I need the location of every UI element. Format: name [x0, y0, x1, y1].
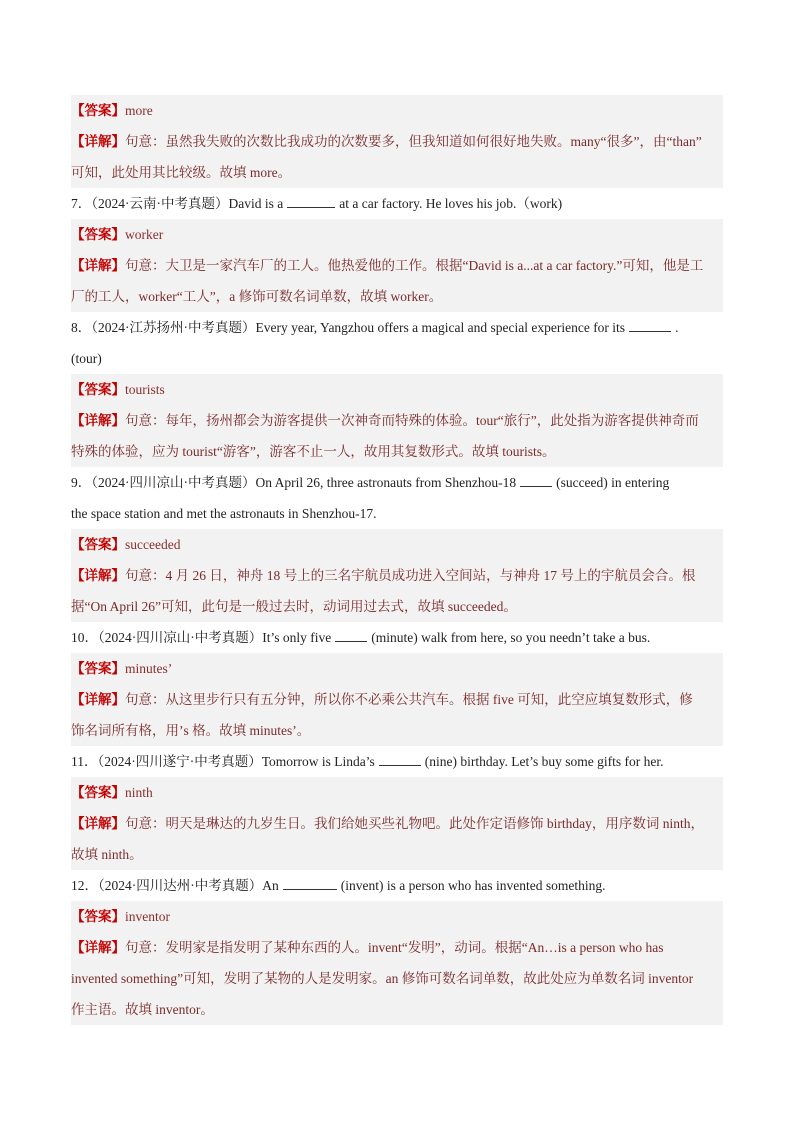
- answer-line: [71, 95, 723, 126]
- question-text: .: [675, 320, 679, 335]
- detail-text: 可知，此处用其比较级。故填 more。: [71, 165, 292, 180]
- question-source: （2024·四川遂宁·中考真题）: [97, 754, 262, 769]
- answer-label: 【答案】: [71, 785, 125, 800]
- detail-line: [71, 963, 723, 994]
- question-12: [71, 870, 723, 901]
- question-text: (invent) is a person who has invented something.: [340, 878, 606, 893]
- detail-line: [71, 126, 723, 157]
- detail-line: [71, 684, 723, 715]
- answer-blank[interactable]: [283, 877, 337, 890]
- detail-text: 作主语。故填 inventor。: [71, 1002, 214, 1017]
- answer-line: [71, 777, 723, 808]
- answer-line: [71, 653, 723, 684]
- question-text: (nine) birthday. Let’s buy some gifts for her.: [424, 754, 664, 769]
- detail-line: [71, 715, 723, 746]
- detail-line: [71, 839, 723, 870]
- question-10: [71, 622, 723, 653]
- answer-label: 【答案】: [71, 537, 125, 552]
- answer-text: worker: [125, 227, 164, 242]
- detail-text: 饰名词所有格，用’s 格。故填 minutes’。: [71, 723, 311, 738]
- answer-blank[interactable]: [629, 319, 671, 332]
- question-8-cont: [71, 343, 723, 374]
- detail-line: [71, 560, 723, 591]
- detail-text: 句意：每年，扬州都会为游客提供一次神奇而特殊的体验。tour“旅行”，此处指为游客提供神奇而: [125, 413, 699, 428]
- question-9: [71, 467, 723, 498]
- question-number: 10．: [71, 630, 98, 645]
- detail-text: 句意：大卫是一家汽车厂的工人。他热爱他的工作。根据“David is a...at a car factory.”可知，他是工: [125, 258, 704, 273]
- question-text: Tomorrow is Linda’s: [261, 754, 375, 769]
- question-text: (minute) walk from here, so you needn’t take a bus.: [371, 630, 651, 645]
- answer-label: 【答案】: [71, 103, 125, 118]
- answer-blank[interactable]: [287, 195, 335, 208]
- answer-text: minutes’: [125, 661, 173, 676]
- answer-line: [71, 529, 723, 560]
- answer-line: [71, 219, 723, 250]
- question-number: 9．: [71, 475, 92, 490]
- detail-label: 【详解】: [71, 568, 125, 583]
- question-text: David is a: [228, 196, 284, 211]
- answer-line: [71, 374, 723, 405]
- question-8: [71, 312, 723, 343]
- detail-line: [71, 808, 723, 839]
- detail-text: 句意：明天是琳达的九岁生日。我们给她买些礼物吧。此处作定语修饰 birthday，用序数词 ninth，: [125, 816, 704, 831]
- question-source: （2024·四川达州·中考真题）: [98, 878, 263, 893]
- question-text: at a car factory. He loves his job.（work): [339, 196, 563, 211]
- detail-text: 句意：虽然我失败的次数比我成功的次数要多，但我知道如何很好地失败。many“很多”，由“than”: [125, 134, 702, 149]
- detail-label: 【详解】: [71, 692, 125, 707]
- question-9-cont: [71, 498, 723, 529]
- detail-label: 【详解】: [71, 940, 125, 955]
- answer-text: more: [125, 103, 153, 118]
- detail-line: [71, 994, 723, 1025]
- question-number: 11．: [71, 754, 98, 769]
- question-text: Every year, Yangzhou offers a magical and special experience for its: [255, 320, 626, 335]
- detail-text: 特殊的体验，应为 tourist“游客”，游客不止一人，故用其复数形式。故填 tourists。: [71, 444, 556, 459]
- question-text: the space station and met the astronauts in Shenzhou-17.: [71, 506, 377, 521]
- answer-block-10: [71, 653, 723, 746]
- answer-text: inventor: [125, 909, 170, 924]
- detail-label: 【详解】: [71, 413, 125, 428]
- detail-line: [71, 436, 723, 467]
- question-text: (succeed) in entering: [556, 475, 670, 490]
- answer-block-8: [71, 374, 723, 467]
- answer-block-6: [71, 95, 723, 188]
- answer-text: tourists: [125, 382, 165, 397]
- question-source: （2024·四川凉山·中考真题）: [98, 630, 263, 645]
- answer-line: [71, 901, 723, 932]
- question-text: On April 26, three astronauts from Shenzhou-18: [255, 475, 517, 490]
- detail-line: [71, 281, 723, 312]
- detail-line: [71, 250, 723, 281]
- detail-line: [71, 932, 723, 963]
- answer-blank[interactable]: [335, 629, 367, 642]
- question-number: 7．: [71, 196, 92, 211]
- answer-label: 【答案】: [71, 909, 125, 924]
- detail-text: 据“On April 26”可知，此句是一般过去时，动词用过去式，故填 succeeded。: [71, 599, 517, 614]
- detail-label: 【详解】: [71, 134, 125, 149]
- detail-text: 厂的工人，worker“工人”，a 修饰可数名词单数，故填 worker。: [71, 289, 443, 304]
- question-text: It’s only five: [262, 630, 332, 645]
- question-7: [71, 188, 723, 219]
- answer-block-12: [71, 901, 723, 1025]
- question-text: An: [262, 878, 279, 893]
- question-11: [71, 746, 723, 777]
- answer-block-9: [71, 529, 723, 622]
- worksheet-content: [71, 95, 723, 1025]
- detail-label: 【详解】: [71, 816, 125, 831]
- question-source: （2024·四川凉山·中考真题）: [91, 475, 256, 490]
- answer-text: succeeded: [125, 537, 181, 552]
- question-source: （2024·江苏扬州·中考真题）: [91, 320, 256, 335]
- detail-label: 【详解】: [71, 258, 125, 273]
- detail-line: [71, 405, 723, 436]
- question-number: 12．: [71, 878, 98, 893]
- question-source: （2024·云南·中考真题）: [91, 196, 229, 211]
- detail-line: [71, 157, 723, 188]
- answer-block-7: [71, 219, 723, 312]
- answer-blank[interactable]: [520, 474, 552, 487]
- detail-text: 句意：发明家是指发明了某种东西的人。invent“发明”，动词。根据“An…is a person who has: [125, 940, 664, 955]
- answer-block-11: [71, 777, 723, 870]
- answer-label: 【答案】: [71, 227, 125, 242]
- detail-text: 故填 ninth。: [71, 847, 143, 862]
- answer-text: ninth: [125, 785, 153, 800]
- detail-text: 句意：4 月 26 日，神舟 18 号上的三名宇航员成功进入空间站，与神舟 17 号上的宇航员会合。根: [125, 568, 696, 583]
- answer-blank[interactable]: [379, 753, 421, 766]
- answer-label: 【答案】: [71, 661, 125, 676]
- answer-label: 【答案】: [71, 382, 125, 397]
- detail-text: invented something”可知，发明了某物的人是发明家。an 修饰可数名词单数，故此处应为单数名词 inventor: [71, 971, 694, 986]
- detail-text: 句意：从这里步行只有五分钟，所以你不必乘公共汽车。根据 five 可知，此空应填复数形式，修: [125, 692, 693, 707]
- question-number: 8．: [71, 320, 92, 335]
- question-text: (tour): [71, 351, 102, 366]
- detail-line: [71, 591, 723, 622]
